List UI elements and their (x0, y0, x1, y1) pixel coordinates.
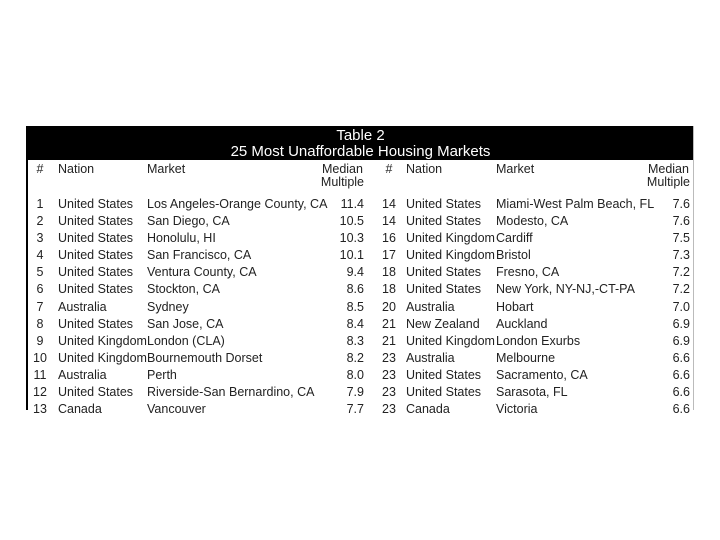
market-cell-2: Fresno, CA (496, 265, 560, 280)
column-header-row (28, 160, 693, 196)
nation-cell-2: United States (406, 367, 482, 382)
nation-cell: Australia (58, 299, 107, 314)
column-header-median-line2: Multiple (320, 175, 364, 189)
median-multiple-cell-2: 7.2 (672, 282, 690, 297)
rank-cell: 4 (36, 248, 44, 263)
nation-cell-2: United Kingdom (406, 231, 495, 246)
market-cell: Ventura County, CA (147, 265, 257, 280)
rank-cell: 11 (33, 367, 47, 382)
market-cell: Stockton, CA (147, 282, 220, 297)
nation-cell: United States (58, 282, 134, 297)
market-cell-2: Cardiff (496, 231, 533, 246)
market-cell-2: Bristol (496, 248, 531, 263)
median-multiple-cell: 10.1 (339, 248, 364, 263)
table-row (28, 316, 693, 333)
table-row (28, 264, 693, 281)
housing-markets-table (26, 126, 694, 417)
rank-cell: 2 (36, 214, 44, 229)
rank-cell: 7 (36, 299, 44, 314)
table-row (28, 230, 693, 247)
nation-cell: United States (58, 265, 134, 280)
median-multiple-cell-2: 6.6 (672, 350, 690, 365)
median-multiple-cell-2: 7.2 (672, 265, 690, 280)
rank-cell: 9 (36, 333, 44, 348)
rank-cell-2: 14 (382, 214, 396, 229)
rank-cell-2: 18 (382, 265, 396, 280)
table-row (28, 196, 693, 213)
table-row (28, 299, 693, 316)
rank-cell-2: 18 (382, 282, 396, 297)
nation-cell-2: Australia (406, 299, 455, 314)
rank-cell: 1 (36, 197, 44, 211)
rank-cell-2: 23 (382, 402, 396, 417)
table-row (28, 367, 693, 384)
column-header-nation-2: Nation (406, 162, 443, 176)
column-header-median-line1: Median (321, 162, 363, 176)
rank-cell-2: 17 (382, 248, 396, 263)
column-header-median-line1-2: Median (647, 162, 689, 176)
median-multiple-cell-2: 6.9 (672, 333, 690, 348)
nation-cell: United States (58, 197, 134, 211)
median-multiple-cell: 8.6 (346, 282, 364, 297)
column-header-nation: Nation (58, 162, 95, 176)
table-row (28, 247, 693, 264)
median-multiple-cell: 8.5 (346, 299, 364, 314)
rank-cell: 3 (36, 231, 44, 246)
nation-cell: United States (58, 231, 134, 246)
nation-cell-2: United States (406, 385, 482, 400)
table-row (28, 213, 693, 230)
nation-cell-2: United States (406, 282, 482, 297)
nation-cell: Australia (58, 367, 107, 382)
nation-cell-2: United Kingdom (406, 333, 495, 348)
rank-cell: 12 (33, 385, 47, 400)
market-cell-2: Sacramento, CA (496, 367, 588, 382)
rank-cell-2: 21 (382, 333, 396, 348)
rank-cell: 8 (36, 316, 44, 331)
median-multiple-cell: 8.0 (346, 367, 364, 382)
column-header-median-multiple (321, 163, 364, 189)
market-cell-2: Sarasota, FL (496, 385, 568, 400)
table-body (28, 196, 693, 418)
median-multiple-cell: 11.4 (340, 197, 364, 211)
nation-cell-2: New Zealand (406, 316, 480, 331)
nation-cell-2: United States (406, 265, 482, 280)
table-subtitle: 25 Most Unaffordable Housing Markets (230, 143, 491, 160)
nation-cell-2: Canada (406, 402, 450, 417)
table-row (28, 401, 693, 418)
table-title: Table 2 (336, 127, 385, 144)
market-cell: Riverside-San Bernardino, CA (147, 385, 315, 400)
median-multiple-cell: 8.4 (346, 316, 364, 331)
market-cell: San Diego, CA (147, 214, 230, 229)
rank-cell-2: 23 (382, 350, 396, 365)
market-cell: London (CLA) (147, 333, 225, 348)
median-multiple-cell-2: 7.0 (672, 299, 690, 314)
nation-cell: United Kingdom (58, 350, 147, 365)
median-multiple-cell-2: 7.5 (672, 231, 690, 246)
nation-cell: Canada (58, 402, 102, 417)
market-cell: Sydney (147, 299, 189, 314)
market-cell-2: London Exurbs (496, 333, 581, 348)
market-cell-2: Hobart (496, 299, 534, 314)
rank-cell-2: 23 (382, 367, 396, 382)
median-multiple-cell: 8.2 (346, 350, 364, 365)
median-multiple-cell: 7.7 (346, 402, 364, 417)
table-header (28, 126, 693, 160)
column-header-rank-2: # (385, 162, 393, 176)
column-header-median-line2-2: Multiple (646, 175, 690, 189)
median-multiple-cell-2: 6.6 (672, 385, 690, 400)
market-cell-2: Melbourne (496, 350, 556, 365)
market-cell: San Francisco, CA (147, 248, 252, 263)
market-cell-2: Victoria (496, 402, 538, 417)
table-row (28, 350, 693, 367)
market-cell: Los Angeles-Orange County, CA (147, 197, 328, 211)
rank-cell-2: 20 (382, 299, 396, 314)
rank-cell: 5 (36, 265, 44, 280)
median-multiple-cell: 7.9 (346, 385, 364, 400)
rank-cell-2: 14 (382, 197, 396, 211)
rank-cell-2: 21 (382, 316, 396, 331)
market-cell: Honolulu, HI (147, 231, 216, 246)
rank-cell: 13 (33, 402, 47, 417)
median-multiple-cell-2: 6.6 (672, 367, 690, 382)
median-multiple-cell: 8.3 (346, 333, 364, 348)
market-cell: Vancouver (147, 402, 206, 417)
rank-cell-2: 16 (382, 231, 396, 246)
market-cell: Bournemouth Dorset (147, 350, 263, 365)
nation-cell: United States (58, 214, 134, 229)
market-cell: San Jose, CA (147, 316, 224, 331)
nation-cell-2: United Kingdom (406, 248, 495, 263)
nation-cell-2: United States (406, 214, 482, 229)
market-cell-2: New York, NY-NJ,-CT-PA (496, 282, 635, 297)
median-multiple-cell: 10.5 (339, 214, 364, 229)
column-header-rank: # (36, 162, 44, 176)
median-multiple-cell-2: 7.3 (672, 248, 690, 263)
table-row (28, 333, 693, 350)
median-multiple-cell-2: 6.9 (672, 316, 690, 331)
market-cell-2: Auckland (496, 316, 548, 331)
median-multiple-cell-2: 7.6 (672, 214, 690, 229)
nation-cell: United States (58, 316, 134, 331)
market-cell-2: Modesto, CA (496, 214, 569, 229)
column-header-market-2: Market (496, 162, 535, 176)
nation-cell: United States (58, 385, 134, 400)
median-multiple-cell: 10.3 (339, 231, 364, 246)
median-multiple-cell-2: 6.6 (672, 402, 690, 417)
nation-cell-2: United States (406, 197, 482, 211)
rank-cell: 10 (33, 350, 47, 365)
market-cell-2: Miami-West Palm Beach, FL (496, 197, 655, 211)
table-row (28, 384, 693, 401)
rank-cell: 6 (36, 282, 44, 297)
column-header-median-multiple-2 (647, 163, 690, 189)
rank-cell-2: 23 (382, 385, 396, 400)
nation-cell-2: Australia (406, 350, 455, 365)
column-header-market: Market (147, 162, 186, 176)
table-row (28, 281, 693, 298)
median-multiple-cell-2: 7.6 (672, 197, 690, 211)
market-cell: Perth (147, 367, 177, 382)
nation-cell: United Kingdom (58, 333, 147, 348)
nation-cell: United States (58, 248, 134, 263)
median-multiple-cell: 9.4 (346, 265, 364, 280)
